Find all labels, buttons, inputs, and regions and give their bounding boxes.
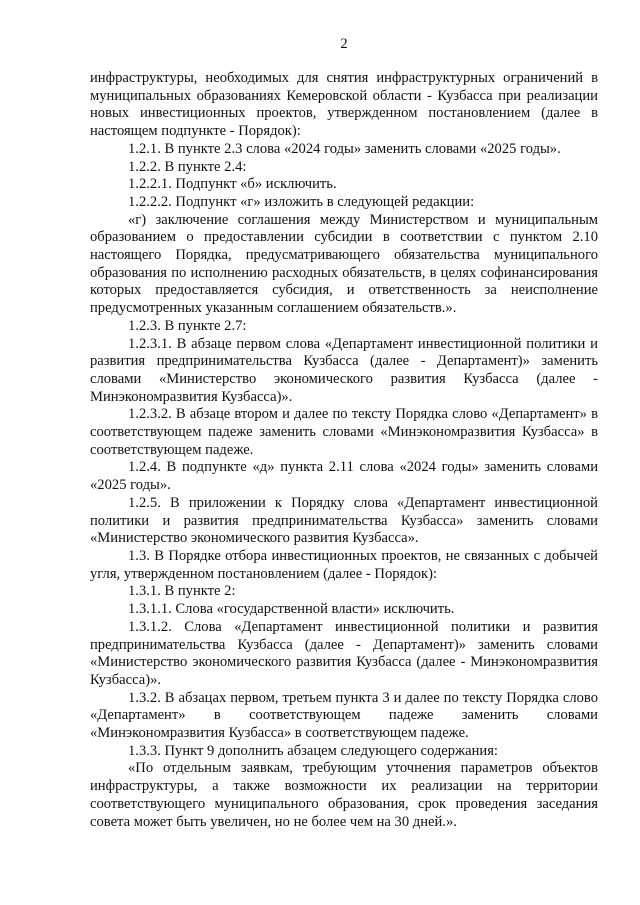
paragraph: 1.3.1.1. Слова «государственной власти» исключить. (128, 601, 455, 618)
page-number: 2 (340, 36, 348, 52)
paragraph: 1.3.2. В абзацах первом, третьем пункта 3 и далее по тексту Порядка слово «Департамент» в соответствующем падеже заменить словами «Минэкономразвития Кузбасса» в соответствующем падеже. (90, 689, 598, 742)
paragraph: 1.3.3. Пункт 9 дополнить абзацем следующего содержания: (128, 742, 498, 759)
paragraph: 1.2.5. В приложении к Порядку слова «Департамент инвестиционной политики и развития предпринимательства Кузбасса» заменить словами «Министерство экономического развития Кузбасса». (90, 494, 598, 547)
paragraph: инфраструктуры, необходимых для снятия инфраструктурных ограничений в муниципальных образованиях Кемеровской области - Кузбасса при реализации новых инвестиционных проектов, утвержденном постановлением (далее в настоящем подпункте - Порядок): (90, 70, 598, 140)
paragraph: 1.2.2. В пункте 2.4: (128, 158, 247, 175)
paragraph: 1.2.1. В пункте 2.3 слова «2024 годы» заменить словами «2025 годы». (128, 140, 561, 157)
paragraph: 1.2.2.2. Подпункт «г» изложить в следующей редакции: (128, 193, 475, 210)
paragraph: 1.2.3.1. В абзаце первом слова «Департамент инвестиционной политики и развития предпринимательства Кузбасса (далее - Департамент)» заменить словами «Министерство экономического развития Кузбасса (далее - Минэкономразвития Кузбасса)». (90, 335, 598, 405)
paragraph: «г) заключение соглашения между Министерством и муниципальным образованием о предоставлении субсидии в соответствии с пунктом 2.10 настоящего Порядка, предусматривающего обязательства муниципального образования по исполнению расходных обязательств, в целях софинансирования которых предоставляется субсидия, и ответственность за неисполнение предусмотренных указанным соглашением обязательств.». (90, 211, 598, 317)
paragraph: 1.3. В Порядке отбора инвестиционных проектов, не связанных с добычей угля, утвержденном постановлением (далее - Порядок): (90, 547, 598, 582)
paragraph: «По отдельным заявкам, требующим уточнения параметров объектов инфраструктуры, а также возможности их реализации на территории соответствующего муниципального образования, срок проведения заседания совета может быть увеличен, но не более чем на 30 дней.». (90, 760, 598, 830)
paragraph: 1.2.3. В пункте 2.7: (128, 317, 247, 334)
paragraph: 1.3.1. В пункте 2: (128, 583, 236, 600)
paragraph: 1.2.4. В подпункте «д» пункта 2.11 слова «2024 годы» заменить словами «2025 годы». (90, 459, 598, 494)
paragraph: 1.2.3.2. В абзаце втором и далее по тексту Порядка слово «Департамент» в соответствующем падеже заменить словами «Минэкономразвития Кузбасса» в соответствующем падеже. (90, 406, 598, 458)
paragraph: 1.3.1.2. Слова «Департамент инвестиционной политики и развития предпринимательства Кузбасса (далее - Департамент)» заменить словами «Министерство экономического развития Кузбасса (далее - Минэкономразвития Кузбасса)». (90, 618, 598, 688)
paragraph: 1.2.2.1. Подпункт «б» исключить. (128, 176, 337, 193)
document-body (90, 70, 598, 831)
